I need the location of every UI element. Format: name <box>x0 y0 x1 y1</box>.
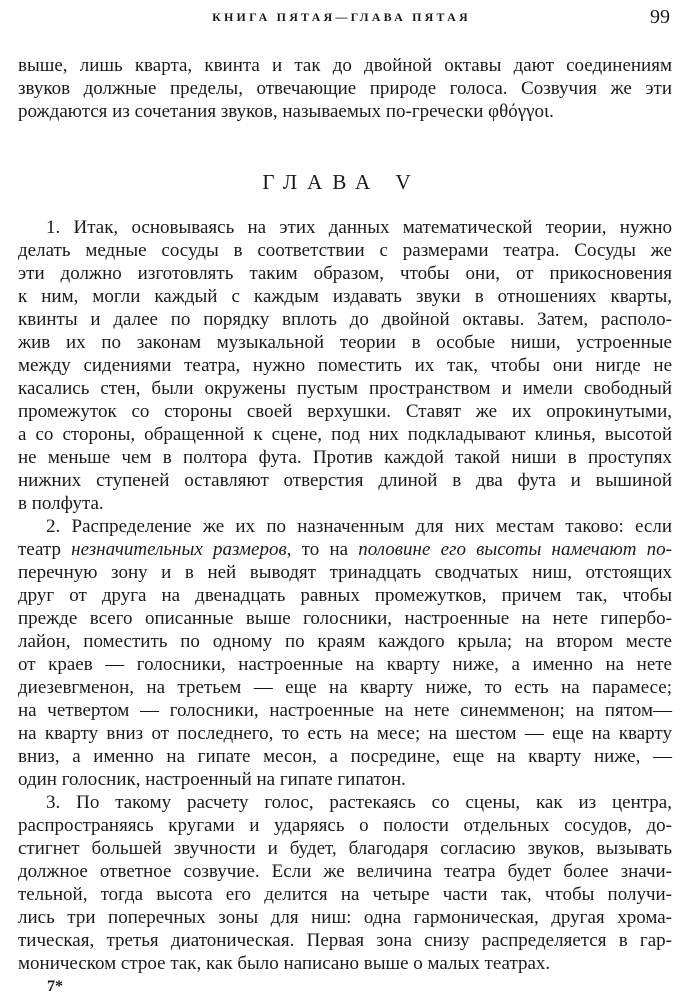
text-line: 1. Итак, основываясь на этих данных математической теории, нужно <box>46 217 672 238</box>
text-line: вниз, а именно на гипате месон, а посредине, еще на кварту ниже, — <box>18 746 672 767</box>
text-line: рождаются из сочетания звуков, называемых по-гречески φθόγγοι. <box>18 101 554 122</box>
paragraph-3 <box>18 791 672 975</box>
text-line: должное ответное созвучие. Если же величина театра будет более значи- <box>18 861 672 882</box>
text-line: прежде всего описанные выше голосники, настроенные на нете гипербо- <box>18 608 672 629</box>
paragraph-1 <box>18 216 672 515</box>
text-line: касались стен, были окружены пустым пространством и имели свободный <box>18 378 672 399</box>
text-line: а со стороны, обращенной к сцене, под них подкладывают клинья, высотой <box>18 424 672 445</box>
text-line <box>18 538 672 561</box>
text-line: нижних ступеней оставляют отверстия длиной в два фута и вышиной <box>18 470 672 491</box>
text-line: на кварту вниз от последнего, то есть на месе; на шестом — еще на кварту <box>18 723 672 744</box>
text-line: не меньше чем в полтора фута. Против каждой такой ниши в проступях <box>18 447 672 468</box>
running-head <box>0 8 683 28</box>
chapter-body <box>18 216 672 975</box>
text-line: квинты и далее по порядку вплоть до двойной октавы. Затем, располо- <box>18 309 672 330</box>
page-number: 99 <box>650 6 670 28</box>
text-segment: театр <box>18 539 72 560</box>
text-line: делать медные сосуды в соответствии с размерами театра. Сосуды же <box>18 240 672 261</box>
text-line: стигнет большей звучности и будет, благодаря согласию звуков, вызывать <box>18 838 672 859</box>
text-line: перечную зону и в ней выводят тринадцать сводчатых ниш, отстоящих <box>18 562 672 583</box>
text-line: в полфута. <box>18 493 104 514</box>
text-line: диезевгменон, на третьем — еще на кварту ниже, то есть на парамесе; <box>18 677 672 698</box>
text-line: к ним, могли каждый с каждым издавать звуки в отношениях кварты, <box>18 286 672 307</box>
text-line: друг от друга на двенадцать равных промежутков, причем так, чтобы <box>18 585 672 606</box>
text-line: на четвертом — голосники, настроенные на нете синемменон; на пятом— <box>18 700 672 721</box>
text-line: моническом строе так, как было написано выше о малых театрах. <box>18 953 551 974</box>
text-line: распространяясь кругами и ударяясь о полости отдельных сосудов, до- <box>18 815 672 836</box>
text-segment: , то на <box>286 539 359 560</box>
text-line: тическая, третья диатоническая. Первая зона снизу распределяется в гар- <box>18 930 672 951</box>
text-line: один голосник, настроенный на гипате гипатон. <box>18 769 406 790</box>
running-head-title: КНИГА ПЯТАЯ—ГЛАВА ПЯТАЯ <box>212 10 471 24</box>
text-line: промежуток со стороны своей верхушки. Ставят же их опрокинутыми, <box>18 401 672 422</box>
text-line: между сидениями театра, нужно поместить их так, чтобы они нигде не <box>18 355 672 376</box>
chapter-heading: ГЛАВА V <box>262 170 421 194</box>
text-line: жив их по законам музыкальной теории в особые ниши, устроенные <box>18 332 672 353</box>
text-line: тельной, тогда высота его делится на четыре части так, чтобы получи- <box>18 884 672 905</box>
signature-mark: 7* <box>47 978 63 995</box>
text-line: эти должно изготовлять таким образом, чтобы они, от прикосновения <box>18 263 672 284</box>
text-line: выше, лишь кварта, квинта и так до двойной октавы дают соединениям <box>18 55 672 76</box>
italic-text: незначительных размеров <box>71 539 287 560</box>
italic-text: половине его высоты намечают по- <box>358 539 672 560</box>
continuation-paragraph <box>18 54 672 123</box>
paragraph-2 <box>18 515 672 791</box>
text-line: лайон, поместить по одному по краям каждого крыла; на втором месте <box>18 631 672 652</box>
text-line: от краев — голосники, настроенные на кварту ниже, а именно на нете <box>18 654 672 675</box>
text-line: звуков должные пределы, отвечающие природе голоса. Созвучия же эти <box>18 78 672 99</box>
text-line: лись три поперечных зоны для ниш: одна гармоническая, другая хрома- <box>18 907 672 928</box>
text-line: 2. Распределение же их по назначенным для них местам таково: если <box>46 516 672 537</box>
text-line: 3. По такому расчету голос, растекаясь со сцены, как из центра, <box>46 792 672 813</box>
